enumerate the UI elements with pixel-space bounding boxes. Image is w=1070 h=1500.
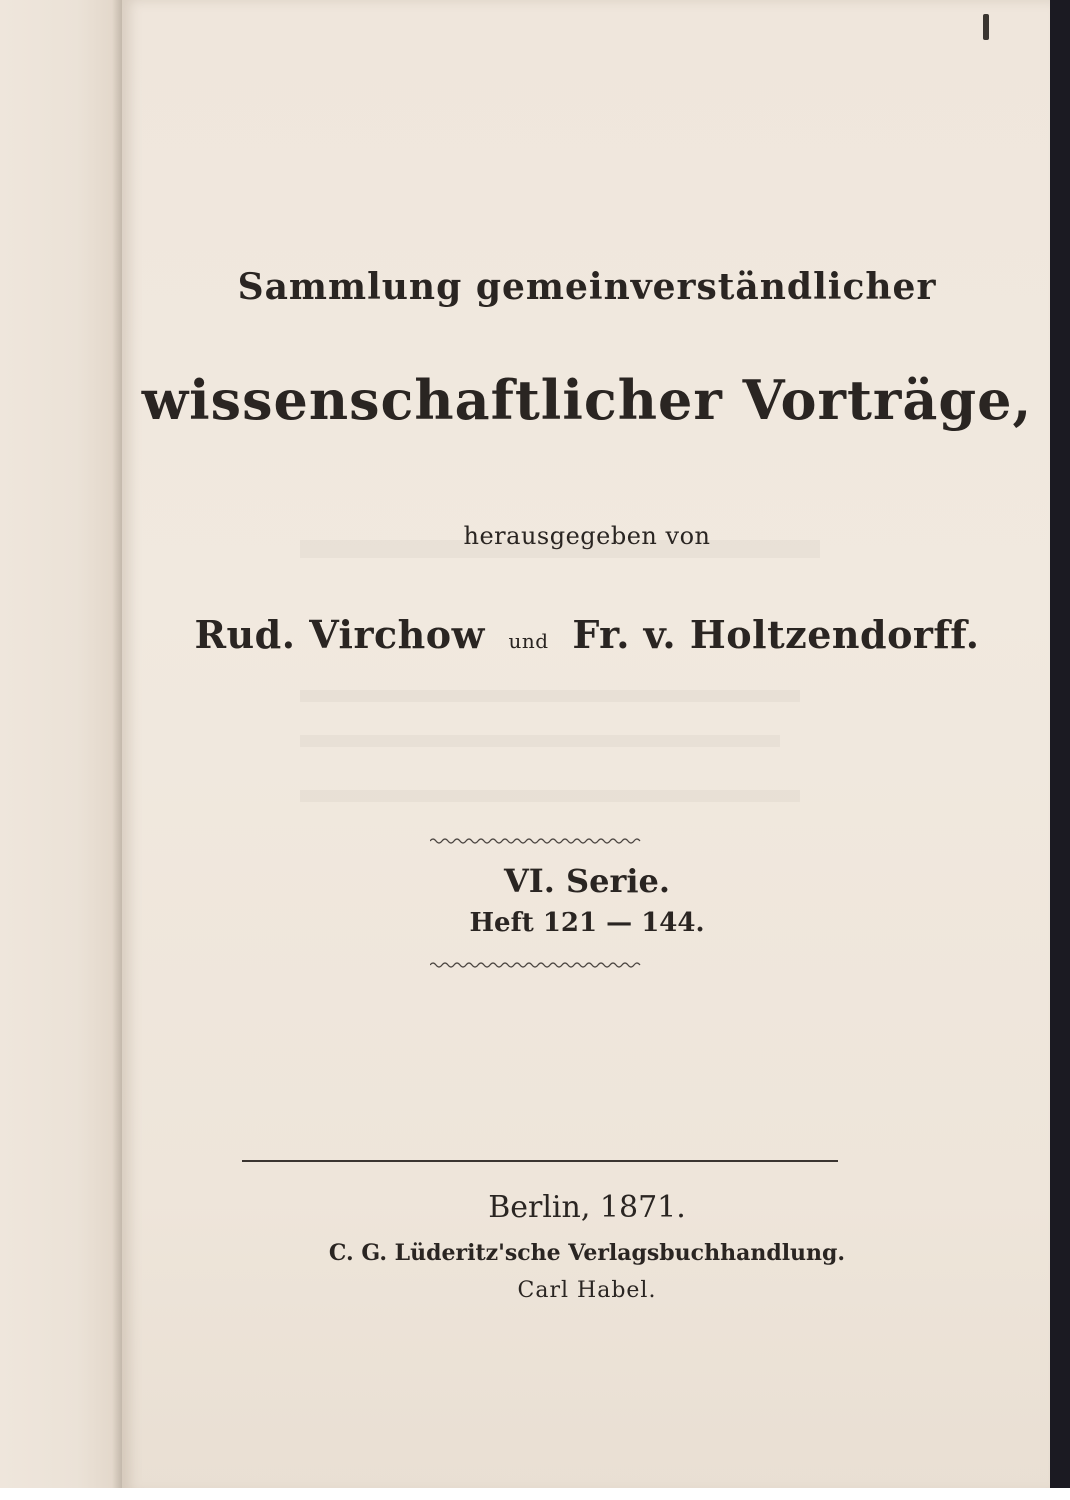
editor-virchow: Rud. Virchow: [194, 612, 485, 657]
title-line-1: Sammlung gemeinverständlicher: [237, 266, 937, 308]
title-line-2: wissenschaftlicher Vorträge,: [141, 368, 1033, 432]
series-number: VI. Serie.: [503, 862, 671, 900]
editor-intro: herausgegeben von: [463, 522, 711, 550]
publisher-name: C. G. Lüderitz'sche Verlagsbuchhandlung.: [328, 1240, 846, 1266]
gutter-shadow: [112, 0, 122, 1488]
ornamental-wavy-rule-top: [430, 836, 644, 846]
ink-mark: [983, 14, 989, 40]
issue-range: Heft 121 — 144.: [469, 908, 705, 938]
title-page: [122, 0, 1052, 1494]
editor-holtzendorff: Fr. v. Holtzendorff.: [572, 612, 980, 657]
book-cover-edge: [1050, 0, 1070, 1500]
ornamental-wavy-rule-bottom: [430, 960, 644, 970]
left-page-margin: [0, 0, 128, 1488]
place-and-year: Berlin, 1871.: [488, 1190, 686, 1225]
scanner-background: [0, 1488, 1070, 1500]
editors-line: [122, 612, 1052, 657]
editor-conjunction: und: [508, 629, 549, 653]
publisher-person: Carl Habel.: [517, 1278, 657, 1303]
horizontal-rule: [242, 1160, 838, 1162]
